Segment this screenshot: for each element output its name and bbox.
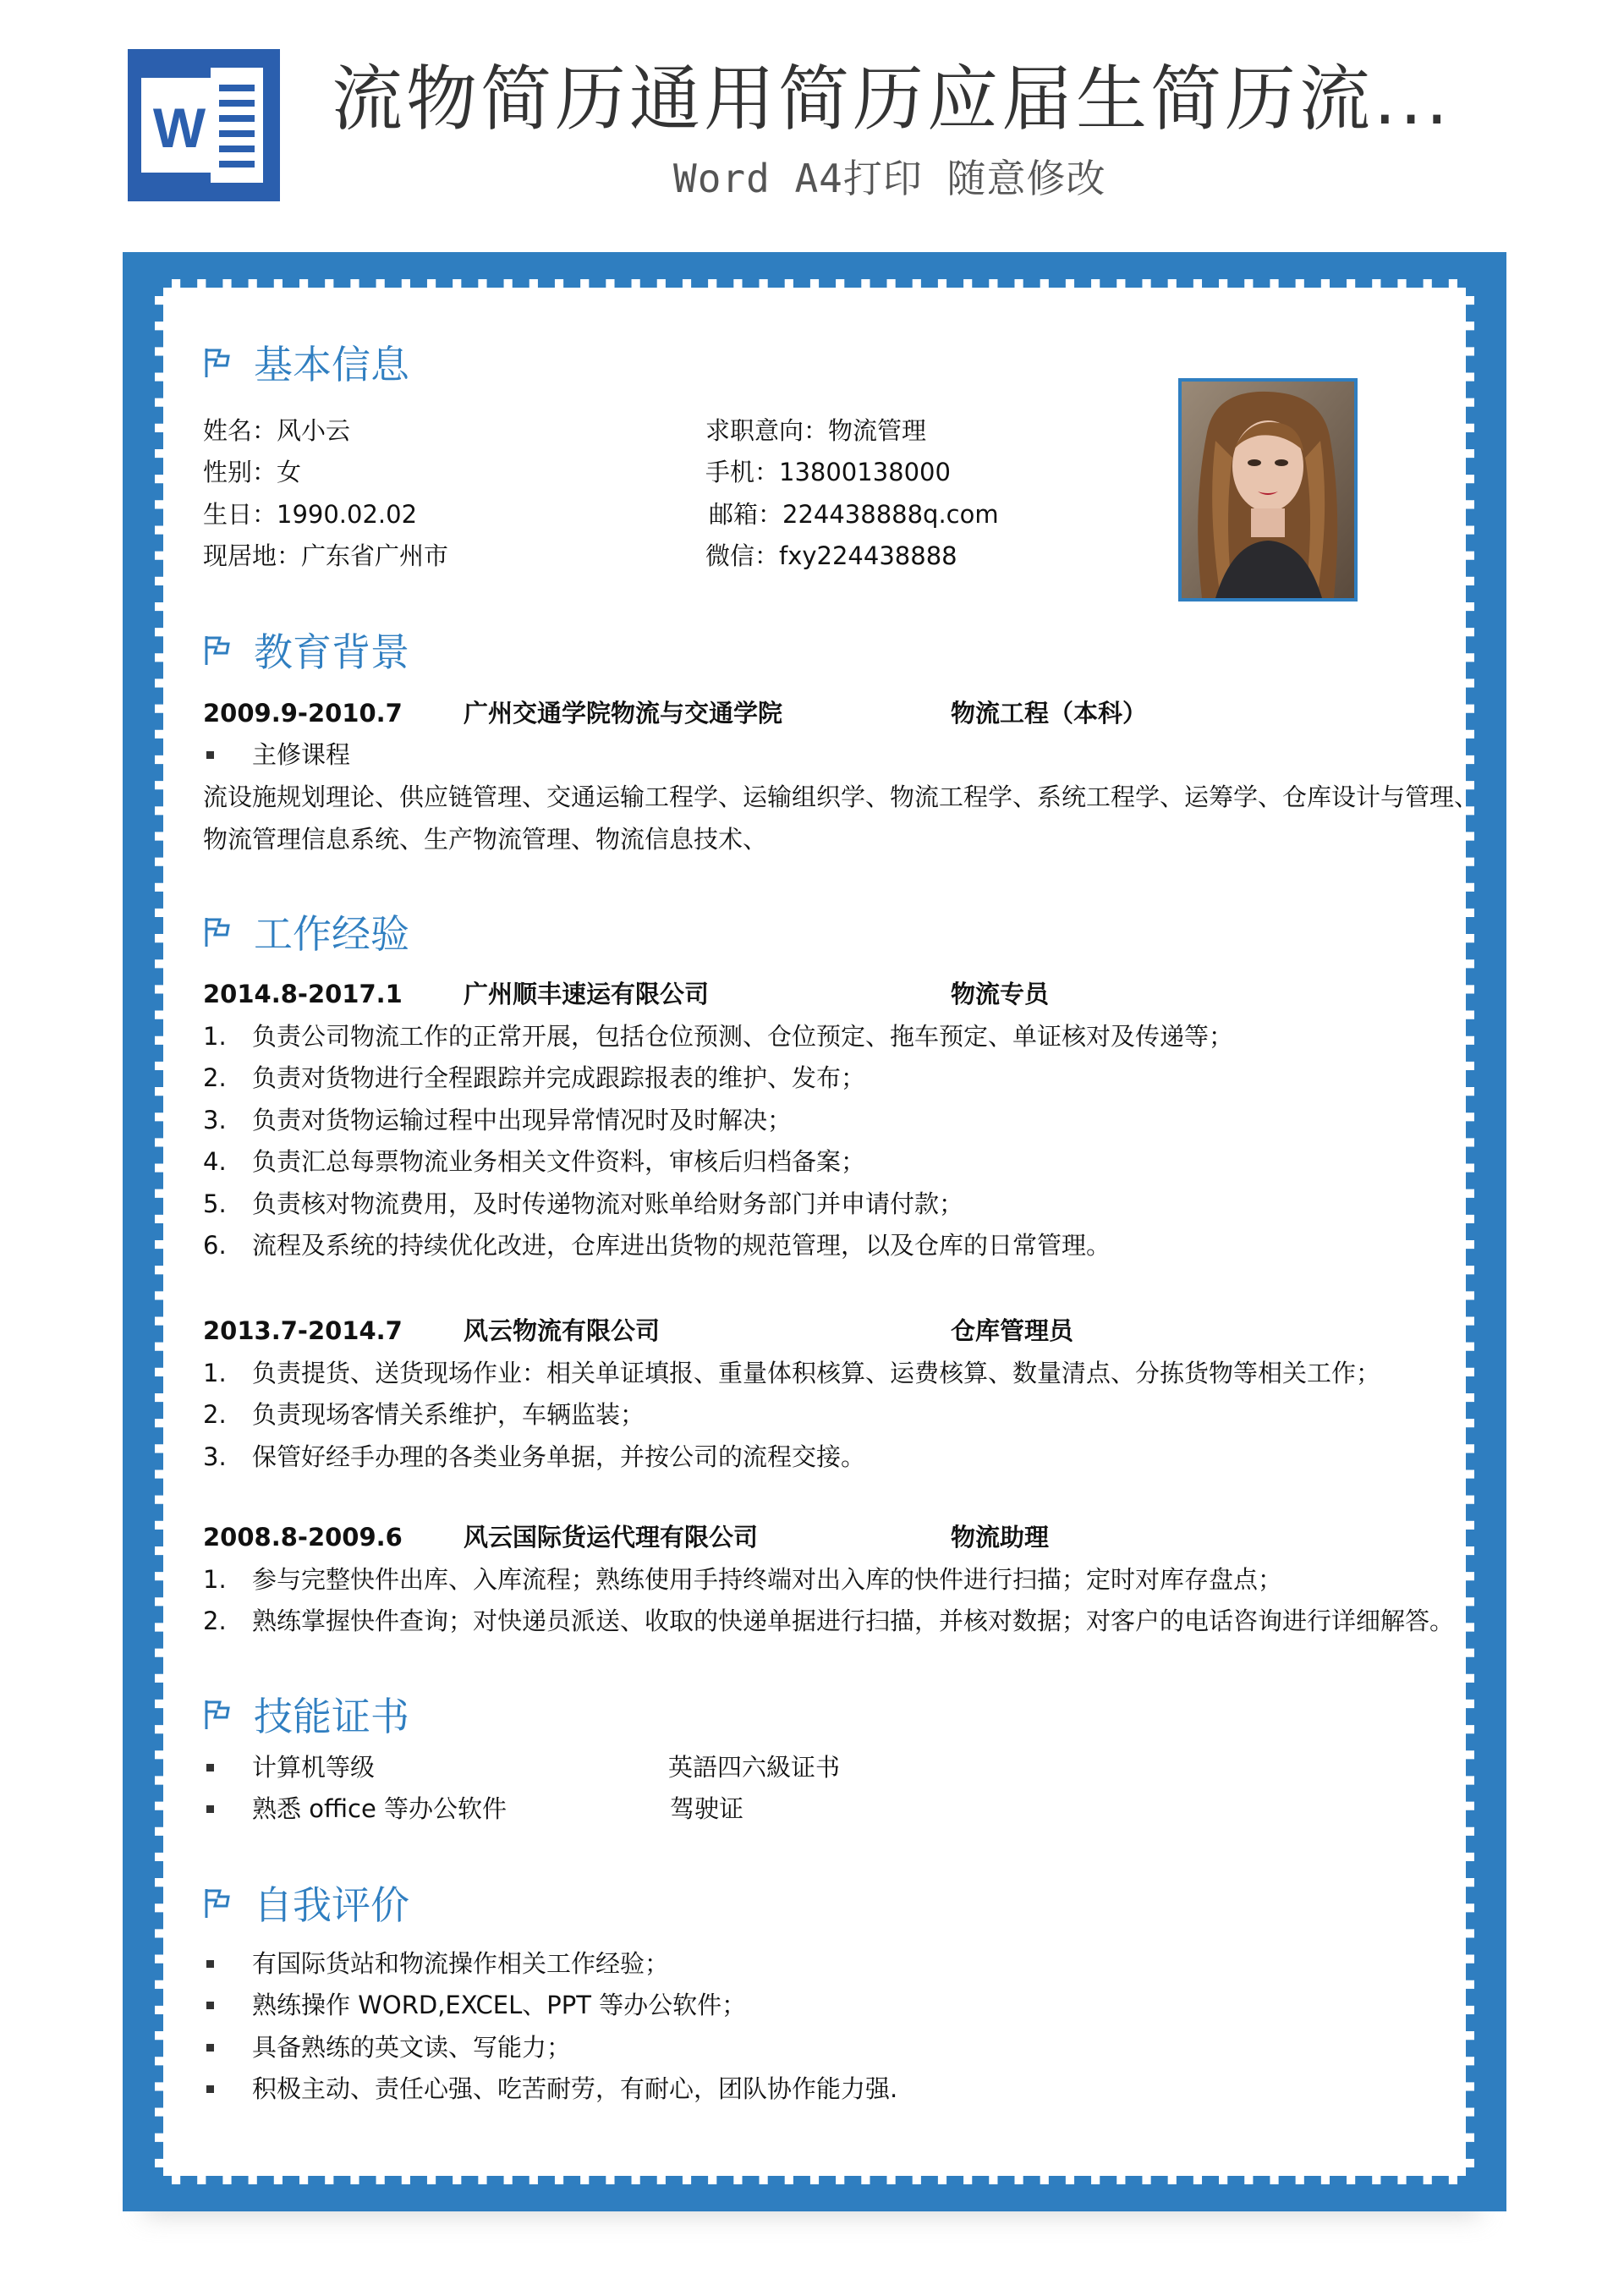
job-duty: 负责核对物流费用，及时传递物流对账单给财务部门并申请付款； — [252, 1189, 964, 1218]
job-duty: 流程及系统的持续优化改进，仓库进出货物的规范管理，以及仓库的日常管理。 — [252, 1231, 1111, 1260]
section-self-evaluation — [201, 1873, 409, 1932]
word-icon — [128, 49, 280, 201]
item-number: 2. — [203, 1063, 227, 1092]
job-duty: 负责汇总每票物流业务相关文件资料，审核后归档备案； — [252, 1147, 866, 1176]
email-field: 邮箱：224438888q.com — [709, 500, 999, 529]
job-period: 2014.8-2017.1 — [203, 980, 403, 1008]
item-number: 2. — [203, 1400, 227, 1429]
bullet-icon — [206, 751, 214, 759]
bullet-icon — [206, 1960, 214, 1968]
job-company: 广州顺丰速运有限公司 — [464, 980, 710, 1008]
bullet-icon — [206, 2002, 214, 2009]
job-period: 2013.7-2014.7 — [203, 1316, 403, 1345]
job-company: 风云物流有限公司 — [464, 1316, 661, 1345]
section-education — [201, 620, 409, 679]
bullet-icon — [206, 2044, 214, 2052]
bullet-icon — [206, 1805, 214, 1813]
courses-label: 主修课程 — [252, 740, 351, 769]
edu-school: 广州交通学院物流与交通学院 — [464, 699, 783, 728]
item-number: 2. — [203, 1607, 227, 1635]
skill-item: 英語四六級证书 — [668, 1753, 841, 1782]
item-number: 5. — [203, 1189, 227, 1218]
job-company: 风云国际货运代理有限公司 — [464, 1523, 759, 1552]
job-duty: 负责提货、送货现场作业：相关单证填报、重量体积核算、运费核算、数量清点、分拣货物等相关工作； — [252, 1359, 1381, 1387]
self-item: 积极主动、责任心强、吃苦耐劳，有耐心，团队协作能力强. — [252, 2074, 898, 2103]
job-duty: 负责对货物运输过程中出现异常情况时及时解决； — [252, 1106, 793, 1134]
bullet-icon — [206, 2085, 214, 2093]
item-number: 3. — [203, 1106, 227, 1134]
name-field: 姓名：风小云 — [203, 416, 351, 445]
address-field: 现居地：广东省广州市 — [203, 541, 449, 570]
flag-icon — [201, 915, 235, 948]
item-number: 1. — [203, 1022, 227, 1051]
self-item: 具备熟练的英文读、写能力； — [252, 2033, 572, 2062]
birth-field: 生日：1990.02.02 — [203, 500, 418, 529]
item-number: 6. — [203, 1231, 227, 1260]
edu-major: 物流工程（本科） — [951, 699, 1148, 728]
intent-field: 求职意向：物流管理 — [705, 416, 927, 445]
portrait-image — [1182, 382, 1354, 598]
self-item: 熟练操作 WORD,EXCEL、PPT 等办公软件； — [252, 1991, 747, 2019]
section-title: 教育背景 — [254, 629, 409, 675]
wechat-field: 微信：fxy224438888 — [705, 541, 957, 570]
item-number: 3. — [203, 1442, 227, 1471]
svg-text:W: W — [152, 96, 206, 159]
job-position: 物流助理 — [951, 1523, 1050, 1552]
flag-icon — [201, 345, 235, 379]
section-skills — [201, 1684, 409, 1744]
phone-field: 手机：13800138000 — [705, 458, 951, 486]
document-subtitle: Word A4打印 随意修改 — [673, 156, 1106, 201]
section-title: 工作经验 — [254, 911, 409, 957]
courses-text: 物流管理信息系统、生产物流管理、物流信息技术、 — [203, 825, 768, 854]
job-position: 仓库管理员 — [951, 1316, 1074, 1345]
item-number: 4. — [203, 1147, 227, 1176]
document-title: 流物简历通用简历应届生简历流... — [332, 58, 1452, 140]
job-duty: 参与完整快件出库、入库流程；熟练使用手持终端对出入库的快件进行扫描；定时对库存盘点； — [252, 1565, 1283, 1594]
job-duty: 熟练掌握快件查询；对快递员派送、收取的快递单据进行扫描，并核对数据；对客户的电话咨询进行详细解答。 — [252, 1607, 1455, 1635]
job-position: 物流专员 — [951, 980, 1050, 1008]
section-title: 自我评价 — [254, 1882, 409, 1928]
section-title: 基本信息 — [254, 342, 409, 387]
job-duty: 负责对货物进行全程跟踪并完成跟踪报表的维护、发布； — [252, 1063, 866, 1092]
job-duty: 负责现场客情关系维护，车辆监装； — [252, 1400, 645, 1429]
flag-icon — [201, 633, 235, 667]
skill-item: 计算机等级 — [252, 1753, 376, 1782]
skill-item: 驾驶证 — [670, 1794, 744, 1823]
job-period: 2008.8-2009.6 — [203, 1523, 403, 1552]
gender-field: 性别：女 — [203, 458, 302, 486]
edu-period: 2009.9-2010.7 — [203, 699, 403, 728]
profile-photo — [1178, 378, 1358, 601]
courses-text: 流设施规划理论、供应链管理、交通运输工程学、运输组织学、物流工程学、系统工程学、运筹学、仓库设计与管理、 — [203, 783, 1479, 811]
bullet-icon — [206, 1764, 214, 1771]
item-number: 1. — [203, 1565, 227, 1594]
flag-icon — [201, 1697, 235, 1731]
job-duty: 保管好经手办理的各类业务单据，并按公司的流程交接。 — [252, 1442, 866, 1471]
skill-item: 熟悉 office 等办公软件 — [252, 1794, 508, 1823]
section-work — [201, 902, 409, 961]
flag-icon — [201, 1886, 235, 1920]
job-duty: 负责公司物流工作的正常开展，包括仓位预测、仓位预定、拖车预定、单证核对及传递等； — [252, 1022, 1234, 1051]
section-title: 技能证书 — [254, 1694, 409, 1739]
item-number: 1. — [203, 1359, 227, 1387]
self-item: 有国际货站和物流操作相关工作经验； — [252, 1949, 670, 1978]
section-basic-info — [201, 332, 409, 392]
